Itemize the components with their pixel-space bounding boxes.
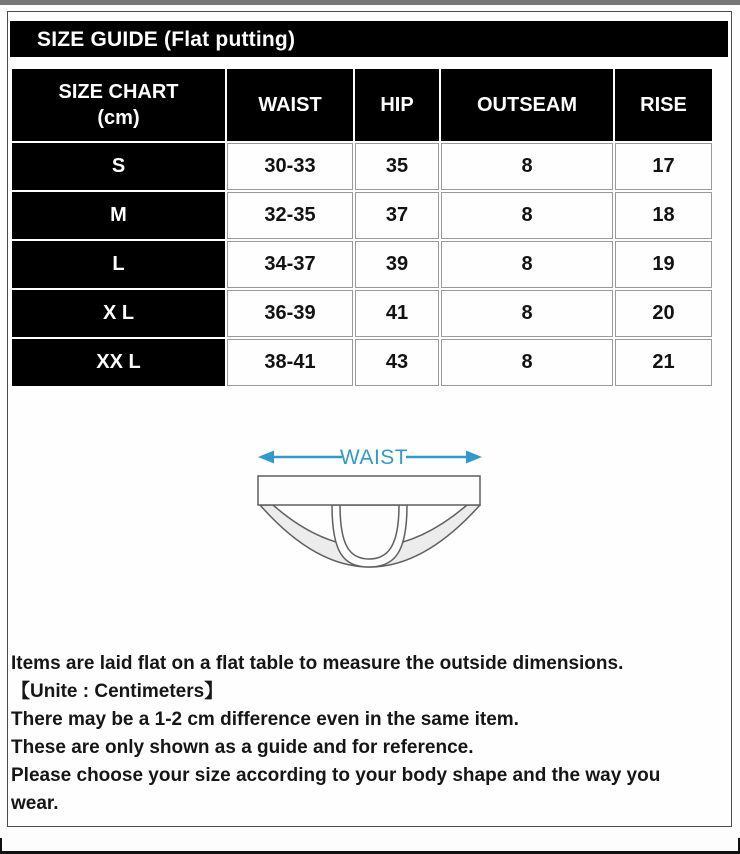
table-row-xl [12,290,712,337]
garment-diagram [180,420,560,605]
outseam-value-cell: 8 [441,143,613,190]
table-header-row [12,69,712,141]
size-label-cell: L [12,241,225,288]
bottom-left-tick [0,838,2,854]
hip-value-cell: 41 [355,290,439,337]
waist-value-cell: 30-33 [227,143,353,190]
table-row-s [12,143,712,190]
size-guide-title-bar [10,21,728,57]
size-label-cell: S [12,143,225,190]
header-cell-outseam: OUTSEAM [441,69,613,141]
header-cell-waist: WAIST [227,69,353,141]
waist-arrow-right-head-icon [466,451,482,464]
waist-value-cell: 38-41 [227,339,353,386]
rise-value-cell: 20 [615,290,712,337]
waist-arrow-left-head-icon [258,451,274,464]
note-line-1: Items are laid flat on a flat table to measure the outside dimensions. [11,653,624,674]
header-size-chart-line2: (cm) [97,107,140,129]
outseam-value-cell: 8 [441,192,613,239]
outseam-value-cell: 8 [441,241,613,288]
table-row-l [12,241,712,288]
table-row-m [12,192,712,239]
measurement-notes [11,650,713,818]
size-label-cell: X L [12,290,225,337]
table-row-xxl [12,339,712,386]
header-cell-rise: RISE [615,69,712,141]
note-line-5: Please choose your size according to your body shape and the way you wear. [11,765,661,814]
rise-value-cell: 21 [615,339,712,386]
note-line-3: There may be a 1-2 cm difference even in the same item. [11,709,519,730]
hip-value-cell: 37 [355,192,439,239]
waist-value-cell: 36-39 [227,290,353,337]
size-chart-table [10,67,714,388]
hip-value-cell: 39 [355,241,439,288]
rise-value-cell: 17 [615,143,712,190]
rise-value-cell: 18 [615,192,712,239]
header-cell-size-chart [12,69,225,141]
waistband [258,476,480,505]
header-cell-hip: HIP [355,69,439,141]
outseam-value-cell: 8 [441,290,613,337]
size-guide-title: SIZE GUIDE (Flat putting) [37,28,296,51]
top-border-strip [0,0,740,5]
rise-value-cell: 19 [615,241,712,288]
waist-dimension-label: WAIST [339,446,409,469]
waist-value-cell: 32-35 [227,192,353,239]
hip-value-cell: 43 [355,339,439,386]
outseam-value-cell: 8 [441,339,613,386]
header-size-chart-line1: SIZE CHART [58,81,179,103]
note-line-4: These are only shown as a guide and for reference. [11,737,474,758]
size-label-cell: XX L [12,339,225,386]
waist-value-cell: 34-37 [227,241,353,288]
note-line-2: 【Unite : Centimeters】 [11,681,224,702]
hip-value-cell: 35 [355,143,439,190]
size-label-cell: M [12,192,225,239]
